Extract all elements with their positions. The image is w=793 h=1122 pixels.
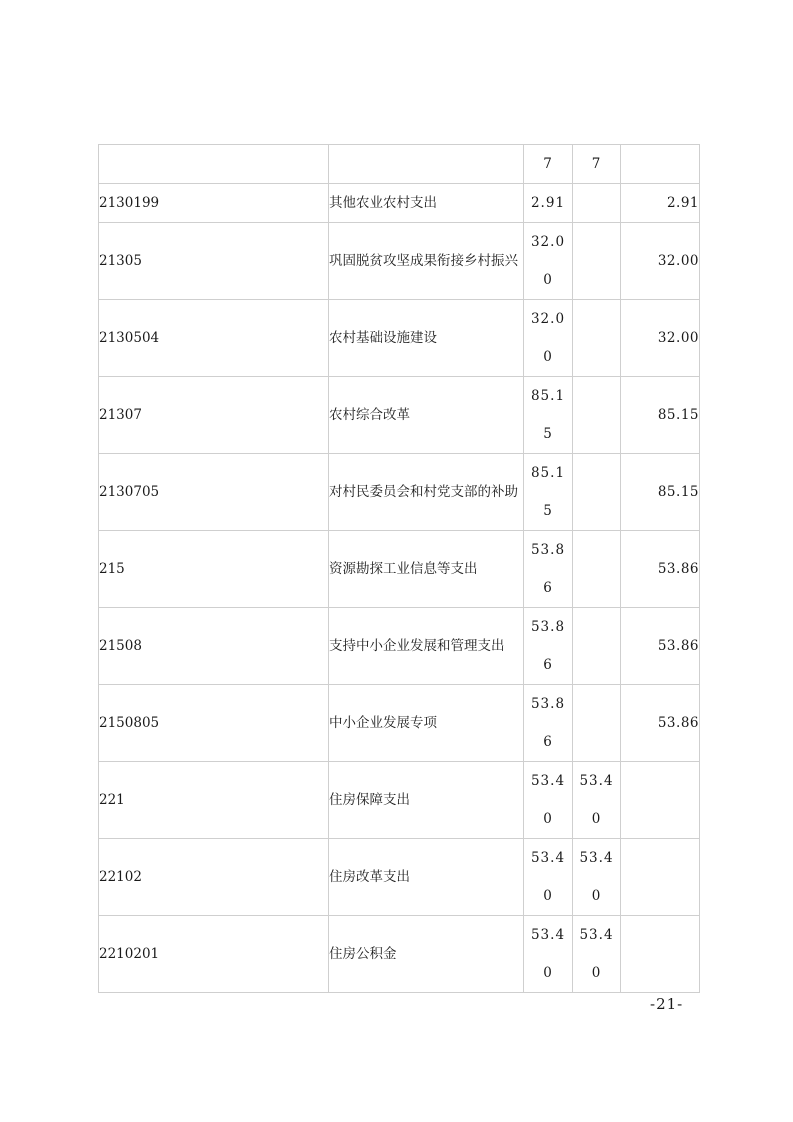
project-expenditure-cell [621,839,700,916]
project-expenditure-cell [621,145,700,184]
table-row [99,685,700,762]
total-cell: 85.15 [524,377,573,454]
basic-expenditure-cell: 7 [573,145,621,184]
subject-name-cell: 住房改革支出 [329,839,524,916]
basic-expenditure-cell [573,223,621,300]
subject-code-cell: 215 [99,531,329,608]
subject-name-cell [329,145,524,184]
basic-expenditure-cell: 53.40 [573,839,621,916]
project-expenditure-cell [621,916,700,993]
subject-name-cell: 农村综合改革 [329,377,524,454]
table-row [99,531,700,608]
table-row [99,184,700,223]
page-number: -21- [650,995,684,1013]
subject-code-cell: 21305 [99,223,329,300]
subject-code-cell: 2130504 [99,300,329,377]
subject-name-cell: 住房公积金 [329,916,524,993]
subject-code-cell: 21508 [99,608,329,685]
total-cell: 32.00 [524,300,573,377]
table-row [99,762,700,839]
table-row [99,454,700,531]
subject-code-cell: 2150805 [99,685,329,762]
subject-code-cell: 22102 [99,839,329,916]
basic-expenditure-cell: 53.40 [573,762,621,839]
basic-expenditure-cell [573,531,621,608]
project-expenditure-cell: 85.15 [621,454,700,531]
subject-name-cell: 中小企业发展专项 [329,685,524,762]
subject-name-cell: 农村基础设施建设 [329,300,524,377]
total-cell: 53.40 [524,839,573,916]
total-cell: 53.86 [524,531,573,608]
project-expenditure-cell: 53.86 [621,531,700,608]
basic-expenditure-cell [573,608,621,685]
basic-expenditure-cell: 53.40 [573,916,621,993]
table-row [99,608,700,685]
table-row [99,377,700,454]
table-row [99,145,700,184]
table-row [99,839,700,916]
subject-name-cell: 对村民委员会和村党支部的补助 [329,454,524,531]
project-expenditure-cell: 2.91 [621,184,700,223]
total-cell: 53.40 [524,762,573,839]
total-cell: 85.15 [524,454,573,531]
subject-code-cell [99,145,329,184]
subject-name-cell: 资源勘探工业信息等支出 [329,531,524,608]
subject-code-cell: 2130199 [99,184,329,223]
table-row [99,223,700,300]
subject-name-cell: 支持中小企业发展和管理支出 [329,608,524,685]
total-cell: 53.86 [524,608,573,685]
basic-expenditure-cell [573,300,621,377]
table-row [99,300,700,377]
project-expenditure-cell: 53.86 [621,608,700,685]
total-cell: 32.00 [524,223,573,300]
basic-expenditure-cell [573,377,621,454]
subject-name-cell: 巩固脱贫攻坚成果衔接乡村振兴 [329,223,524,300]
project-expenditure-cell [621,762,700,839]
total-cell: 2.91 [524,184,573,223]
subject-name-cell: 住房保障支出 [329,762,524,839]
total-cell: 53.40 [524,916,573,993]
basic-expenditure-cell [573,685,621,762]
total-cell: 53.86 [524,685,573,762]
total-cell: 7 [524,145,573,184]
budget-expenditure-table [98,144,700,993]
subject-code-cell: 21307 [99,377,329,454]
basic-expenditure-cell [573,454,621,531]
subject-code-cell: 221 [99,762,329,839]
subject-code-cell: 2210201 [99,916,329,993]
project-expenditure-cell: 85.15 [621,377,700,454]
project-expenditure-cell: 32.00 [621,300,700,377]
subject-code-cell: 2130705 [99,454,329,531]
project-expenditure-cell: 32.00 [621,223,700,300]
subject-name-cell: 其他农业农村支出 [329,184,524,223]
project-expenditure-cell: 53.86 [621,685,700,762]
basic-expenditure-cell [573,184,621,223]
table-row [99,916,700,993]
